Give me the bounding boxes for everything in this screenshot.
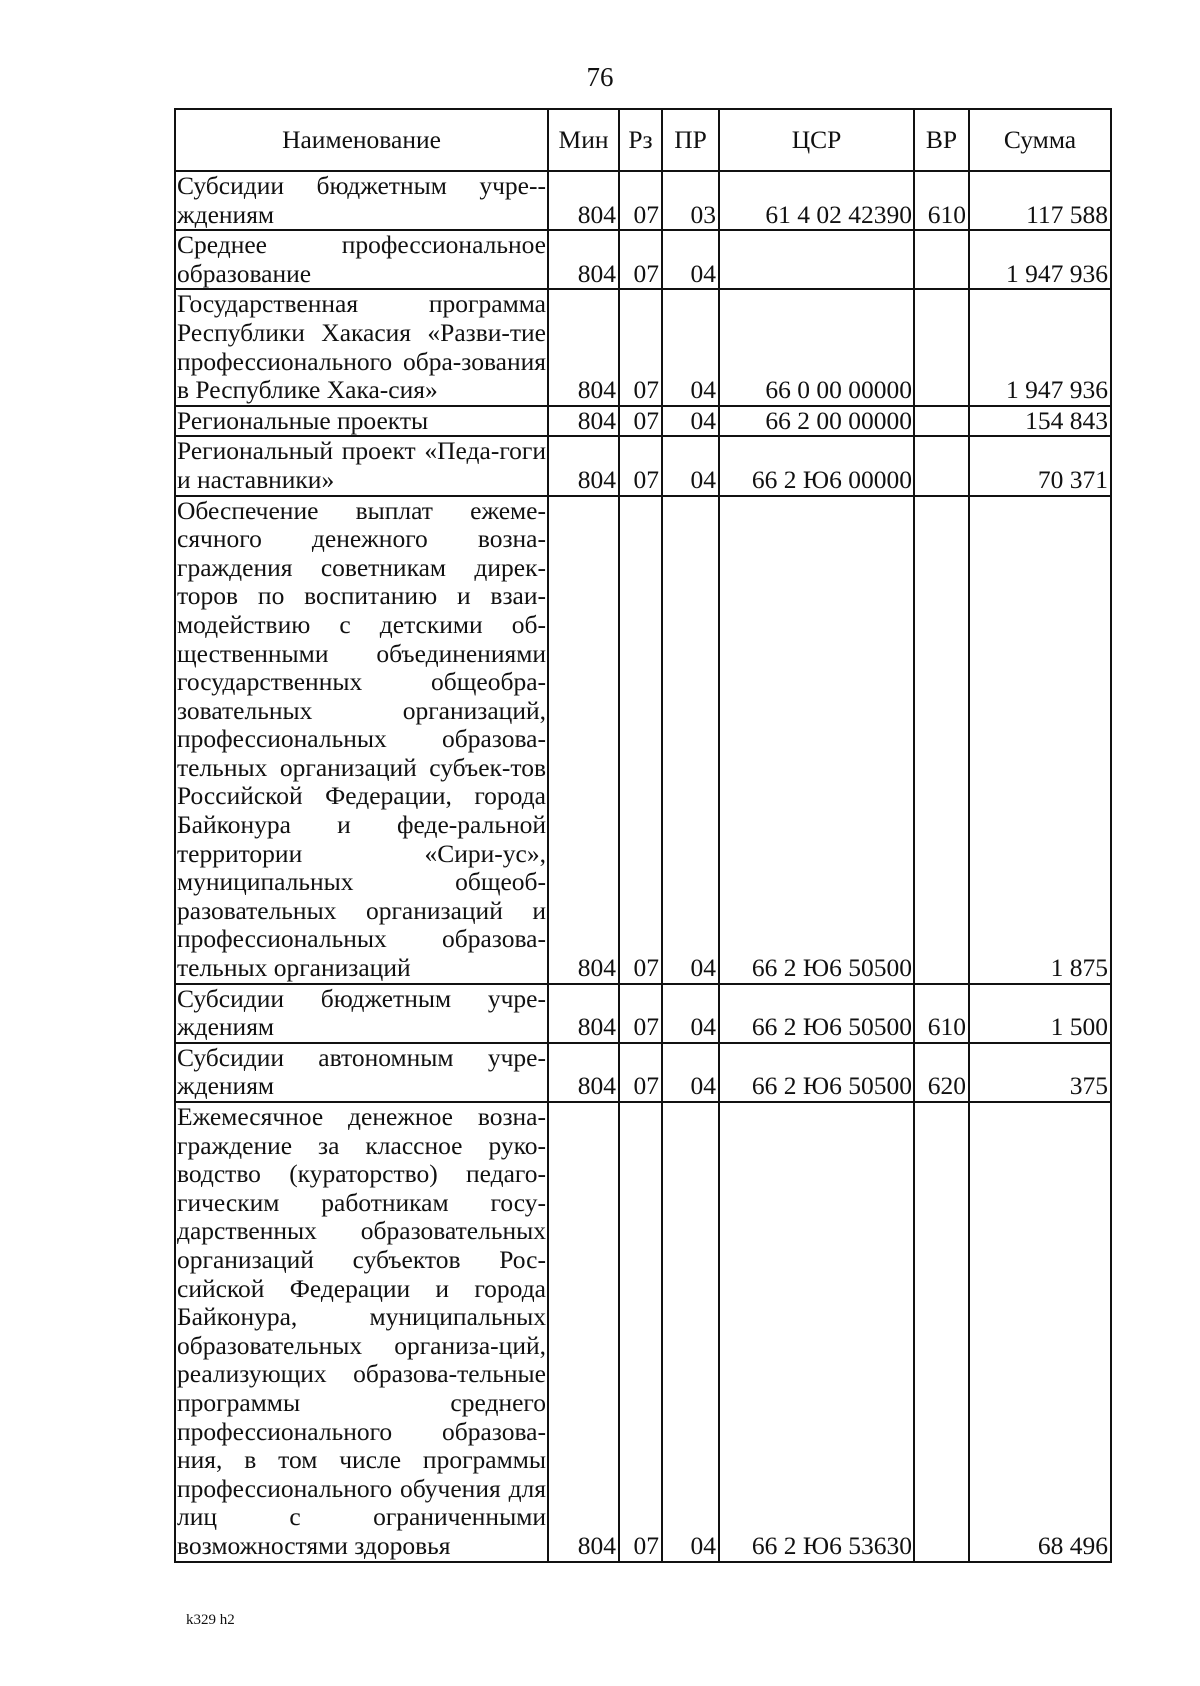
row-vr — [914, 289, 969, 405]
header-pr: ПР — [662, 109, 719, 171]
row-pr: 04 — [662, 1043, 719, 1102]
row-sum: 1 875 — [969, 496, 1111, 984]
table-row — [175, 171, 1111, 230]
row-csr: 66 2 Ю6 50500 — [719, 496, 914, 984]
row-sum: 1 947 936 — [969, 289, 1111, 405]
row-min: 804 — [548, 1102, 619, 1562]
row-csr: 66 2 Ю6 50500 — [719, 1043, 914, 1102]
row-csr — [719, 230, 914, 289]
row-rz: 07 — [619, 984, 662, 1043]
table-header-row — [175, 109, 1111, 171]
table-row — [175, 406, 1111, 437]
budget-table — [174, 108, 1112, 1563]
row-sum: 375 — [969, 1043, 1111, 1102]
row-min: 804 — [548, 1043, 619, 1102]
table-row — [175, 230, 1111, 289]
header-csr: ЦСР — [719, 109, 914, 171]
table-row — [175, 436, 1111, 495]
row-rz: 07 — [619, 496, 662, 984]
row-sum: 68 496 — [969, 1102, 1111, 1562]
footer-code: k329 h2 — [186, 1612, 235, 1628]
row-csr: 66 2 00 00000 — [719, 406, 914, 437]
row-min: 804 — [548, 436, 619, 495]
row-rz: 07 — [619, 289, 662, 405]
row-csr: 66 2 Ю6 53630 — [719, 1102, 914, 1562]
row-min: 804 — [548, 984, 619, 1043]
row-sum: 70 371 — [969, 436, 1111, 495]
row-name: Региональный проект «Педа-гоги и наставники» — [177, 436, 546, 494]
row-sum: 1 500 — [969, 984, 1111, 1043]
row-vr: 610 — [914, 984, 969, 1043]
row-name: Субсидии бюджетным учре-ждениям — [177, 171, 546, 229]
row-csr: 61 4 02 42390 — [719, 171, 914, 230]
row-csr: 66 0 00 00000 — [719, 289, 914, 405]
row-pr: 04 — [662, 436, 719, 495]
row-name: Обеспечение выплат ежеме-сячного денежного возна-граждения советникам дирек-торов по воспитанию и взаи-модействию с детскими об-щественными объединениями государственных общеобра-зовательных организаций, профессиональных образова-тельных организаций субъек-тов Российской Федерации, города Байконура и феде-ральной территории «Сири-ус», муниципальных общеоб-разовательных организаций и профессиональных образова-тельных организаций — [177, 495, 546, 983]
row-pr: 04 — [662, 230, 719, 289]
row-name: Региональные проекты — [175, 406, 548, 437]
row-vr: 610 — [914, 171, 969, 230]
header-sum: Сумма — [969, 109, 1111, 171]
row-rz: 07 — [619, 436, 662, 495]
row-csr: 66 2 Ю6 00000 — [719, 436, 914, 495]
row-pr: 04 — [662, 289, 719, 405]
row-vr: 620 — [914, 1043, 969, 1102]
header-vr: ВР — [914, 109, 969, 171]
table-row — [175, 1043, 1111, 1102]
row-min: 804 — [548, 496, 619, 984]
row-rz: 07 — [619, 230, 662, 289]
header-name: Наименование — [175, 109, 548, 171]
row-min: 804 — [548, 406, 619, 437]
row-sum: 1 947 936 — [969, 230, 1111, 289]
table-row — [175, 1102, 1111, 1562]
header-rz: Рз — [619, 109, 662, 171]
row-min: 804 — [548, 289, 619, 405]
row-vr — [914, 406, 969, 437]
table-row — [175, 289, 1111, 405]
header-min: Мин — [548, 109, 619, 171]
row-rz: 07 — [619, 171, 662, 230]
row-rz: 07 — [619, 406, 662, 437]
row-vr — [914, 496, 969, 984]
row-sum: 154 843 — [969, 406, 1111, 437]
row-pr: 04 — [662, 1102, 719, 1562]
row-rz: 07 — [619, 1043, 662, 1102]
row-pr: 03 — [662, 171, 719, 230]
row-pr: 04 — [662, 984, 719, 1043]
row-name: Государственная программа Республики Хакасия «Разви-тие профессионального обра-зования в Республике Хака-сия» — [177, 289, 546, 405]
row-pr: 04 — [662, 496, 719, 984]
row-name: Субсидии бюджетным учре-ждениям — [177, 983, 546, 1042]
page-number: 76 — [586, 62, 614, 92]
row-csr: 66 2 Ю6 50500 — [719, 984, 914, 1043]
row-name: Ежемесячное денежное возна-граждение за классное руко-водство (кураторство) педаго-гическим работникам госу-дарственных образовательных организаций субъектов Рос-сийской Федерации и города Байконура, муниципальных образовательных организа-ций, реализующих образова-тельные программы среднего профессионального образова-ния, в том числе программы профессионального обучения для лиц с ограниченными возможностями здоровья — [177, 1102, 546, 1560]
row-vr — [914, 436, 969, 495]
row-name: Субсидии автономным учре-ждениям — [177, 1042, 546, 1101]
row-name: Среднее профессиональное образование — [177, 230, 546, 288]
row-pr: 04 — [662, 406, 719, 437]
row-min: 804 — [548, 171, 619, 230]
row-min: 804 — [548, 230, 619, 289]
table-row — [175, 496, 1111, 984]
row-vr — [914, 1102, 969, 1562]
row-vr — [914, 230, 969, 289]
table-row — [175, 984, 1111, 1043]
row-rz: 07 — [619, 1102, 662, 1562]
row-sum: 117 588 — [969, 171, 1111, 230]
